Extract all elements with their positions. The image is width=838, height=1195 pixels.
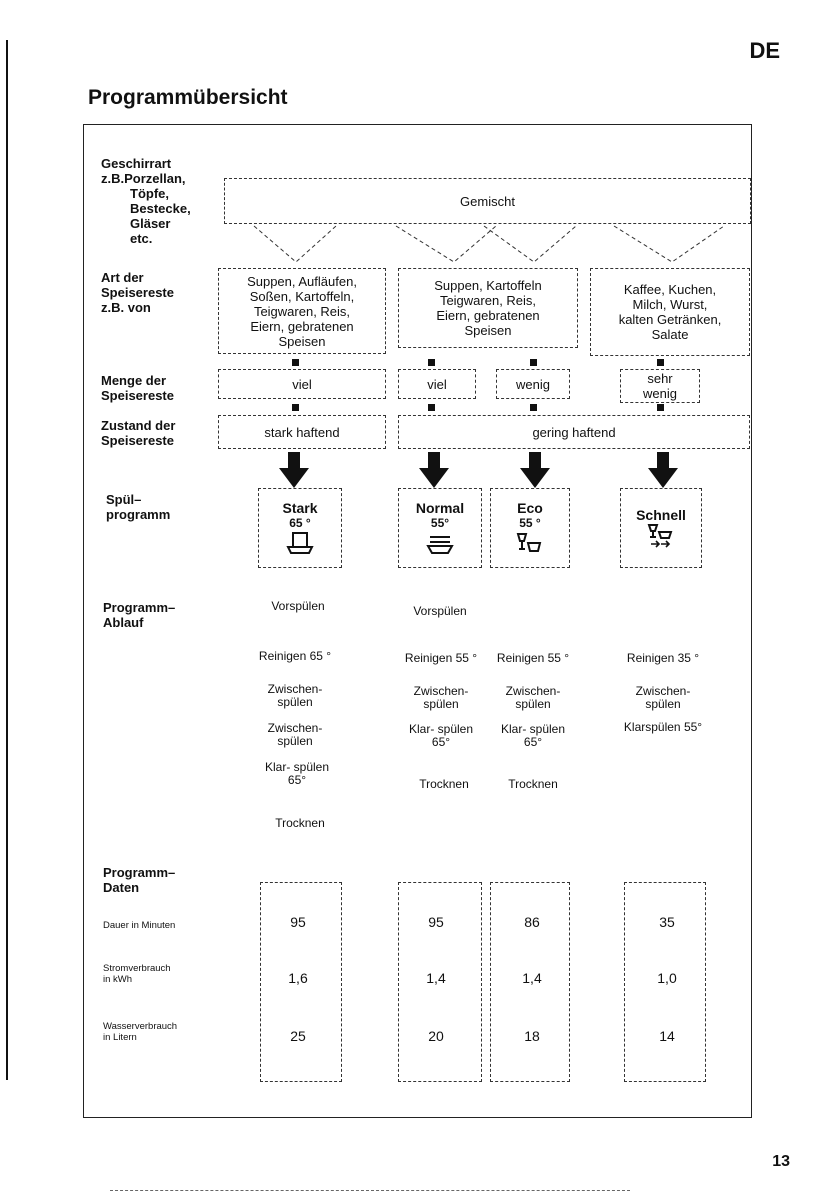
ablauf-eco-step: Klar- spülen 65° xyxy=(500,722,566,749)
language-code: DE xyxy=(749,38,780,63)
row-label-programm-daten: Programm– Daten xyxy=(103,865,176,895)
arrow-down-icon xyxy=(419,452,449,488)
flow-marker xyxy=(292,404,299,411)
flow-marker xyxy=(428,404,435,411)
strom-schnell: 1,0 xyxy=(657,970,677,986)
flow-marker xyxy=(657,359,664,366)
ablauf-schnell-step: Klarspülen 55° xyxy=(623,720,703,734)
row-label-spuelprogramm: Spül– programm xyxy=(106,492,171,522)
flow-marker xyxy=(530,359,537,366)
pot-icon xyxy=(286,531,314,555)
program-name: Normal xyxy=(415,500,465,516)
dauer-eco: 86 xyxy=(524,914,540,930)
row-label-art-der-speisereste: Art der Speisereste z.B. von xyxy=(101,270,174,315)
strom-stark: 1,6 xyxy=(288,970,308,986)
row-label-programm-ablauf: Programm– Ablauf xyxy=(103,600,176,630)
ablauf-stark-step: Zwischen- spülen xyxy=(267,682,323,709)
flow-marker xyxy=(428,359,435,366)
wasser-normal: 20 xyxy=(428,1028,444,1044)
page-number: 13 xyxy=(772,1153,790,1170)
row-label-wasser: Wasserverbrauch in Litern xyxy=(103,1021,178,1043)
wasser-schnell: 14 xyxy=(659,1028,675,1044)
speisereste-box-schnell: Kaffee, Kuchen, Milch, Wurst, kalten Getränken, Salate xyxy=(590,268,750,356)
program-temperature: 65 ° xyxy=(289,516,311,530)
program-name: Schnell xyxy=(636,506,686,523)
ablauf-eco-step: Reinigen 55 ° xyxy=(496,651,570,665)
ablauf-stark-step: Klar- spülen 65° xyxy=(264,760,330,787)
geschirrart-value: Gemischt xyxy=(460,193,515,209)
ablauf-normal-step: Klar- spülen 65° xyxy=(408,722,474,749)
program-card-normal xyxy=(398,488,482,568)
daten-column-eco xyxy=(490,882,570,1082)
glass-cup-fast-icon xyxy=(647,523,675,549)
program-card-eco xyxy=(490,488,570,568)
program-name: Eco xyxy=(517,500,543,516)
dishes-icon xyxy=(426,531,454,555)
geschirrart-connector-lines xyxy=(224,224,754,266)
arrow-down-icon xyxy=(648,452,678,488)
row-label-geschirrart: Geschirrart z.B.Porzellan, Töpfe, Bestecke, Gläser etc. xyxy=(101,156,191,246)
ablauf-normal-step: Reinigen 55 ° xyxy=(404,651,478,665)
flow-marker xyxy=(657,404,664,411)
row-label-zustand: Zustand der Speisereste xyxy=(101,418,176,448)
ablauf-stark-step: Trocknen xyxy=(275,816,325,830)
flow-marker xyxy=(292,359,299,366)
menge-box-viel-stark: viel xyxy=(218,369,386,399)
dauer-normal: 95 xyxy=(428,914,444,930)
program-temperature: 55 ° xyxy=(519,516,541,530)
program-temperature: 55° xyxy=(430,516,450,530)
zustand-box-stark-haftend: stark haftend xyxy=(218,415,386,449)
glass-cup-icon xyxy=(516,531,544,555)
page-title: Programmübersicht xyxy=(88,86,288,109)
program-name: Stark xyxy=(282,500,318,516)
menge-box-viel-normal: viel xyxy=(398,369,476,399)
menge-box-sehr-wenig: sehr wenig xyxy=(620,369,700,403)
left-margin-edge xyxy=(6,40,8,1080)
arrow-down-icon xyxy=(520,452,550,488)
strom-eco: 1,4 xyxy=(522,970,542,986)
program-card-stark xyxy=(258,488,342,568)
menge-box-wenig-eco: wenig xyxy=(496,369,570,399)
ablauf-eco-step: Zwischen- spülen xyxy=(505,684,561,711)
program-card-schnell xyxy=(620,488,702,568)
daten-column-schnell xyxy=(624,882,706,1082)
ablauf-stark-step: Zwischen- spülen xyxy=(267,721,323,748)
arrow-down-icon xyxy=(279,452,309,488)
daten-column-normal xyxy=(398,882,482,1082)
bottom-rule xyxy=(110,1190,630,1191)
wasser-eco: 18 xyxy=(524,1028,540,1044)
row-label-menge: Menge der Speisereste xyxy=(101,373,174,403)
dauer-schnell: 35 xyxy=(659,914,675,930)
dauer-stark: 95 xyxy=(290,914,306,930)
ablauf-schnell-step: Zwischen- spülen xyxy=(635,684,691,711)
ablauf-normal-step: Trocknen xyxy=(419,777,469,791)
flow-marker xyxy=(530,404,537,411)
strom-normal: 1,4 xyxy=(426,970,446,986)
row-label-dauer: Dauer in Minuten xyxy=(103,920,176,931)
daten-column-stark xyxy=(260,882,342,1082)
zustand-box-gering-haftend: gering haftend xyxy=(398,415,750,449)
wasser-stark: 25 xyxy=(290,1028,306,1044)
row-label-strom: Stromverbrauch in kWh xyxy=(103,963,171,985)
geschirrart-gemischt-box xyxy=(224,178,751,224)
speisereste-box-normal-eco: Suppen, Kartoffeln Teigwaren, Reis, Eiern, gebratenen Speisen xyxy=(398,268,578,348)
speisereste-box-stark: Suppen, Aufläufen, Soßen, Kartoffeln, Teigwaren, Reis, Eiern, gebratenen Speisen xyxy=(218,268,386,354)
ablauf-normal-step: Vorspülen xyxy=(413,604,467,618)
ablauf-eco-step: Trocknen xyxy=(508,777,558,791)
ablauf-normal-step: Zwischen- spülen xyxy=(413,684,469,711)
ablauf-stark-step: Vorspülen xyxy=(271,599,325,613)
ablauf-schnell-step: Reinigen 35 ° xyxy=(626,651,700,665)
ablauf-stark-step: Reinigen 65 ° xyxy=(258,649,332,663)
